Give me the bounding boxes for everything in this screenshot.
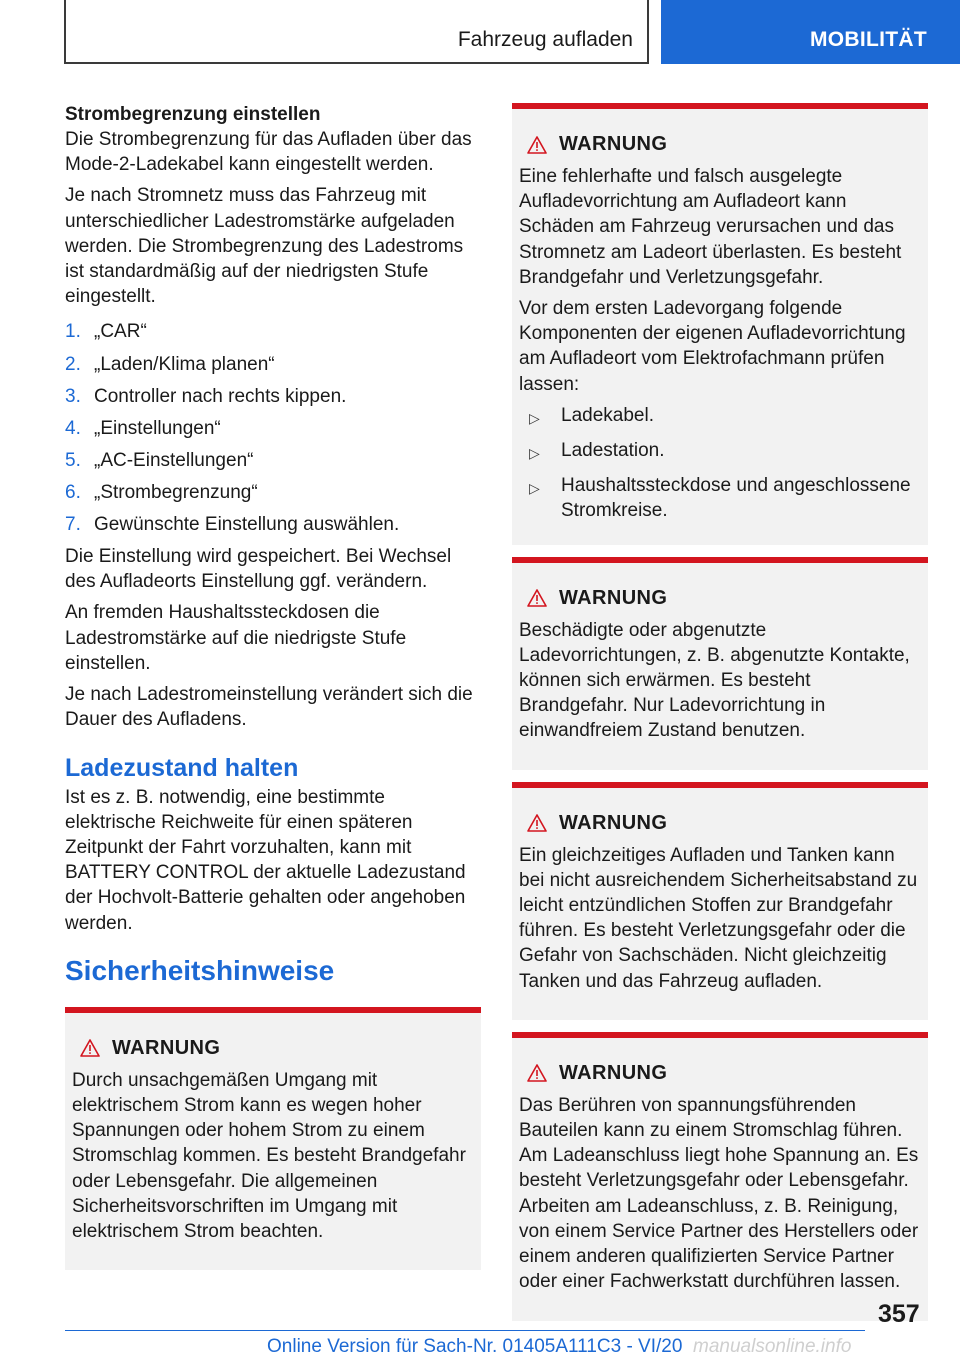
paragraph: An fremden Haushaltssteckdosen die Ladestromstärke auf die niedrigste Stufe einstellen. <box>65 602 407 674</box>
triangle-bullet-icon: ▷ <box>529 409 540 426</box>
step-number: 5. <box>65 449 81 471</box>
warning-box <box>512 103 928 545</box>
step-number: 7. <box>65 513 81 535</box>
warning-triangle-icon <box>519 134 559 156</box>
list-item <box>65 319 481 344</box>
left-column <box>65 102 481 1270</box>
list-item <box>519 473 921 523</box>
warning-box <box>512 782 928 1020</box>
step-text: „Laden/Klima planen“ <box>94 353 275 375</box>
triangle-bullet-icon: ▷ <box>529 445 540 462</box>
warning-header <box>519 1062 921 1085</box>
warning-triangle-icon <box>72 1037 112 1059</box>
watermark: manualsonline.info <box>693 1336 852 1357</box>
bullet-text: Haushaltssteckdose und angeschlossene Stromkreise. <box>561 475 911 522</box>
warning-text: Durch unsachgemäßen Umgang mit elektrischem Strom kann es wegen hoher Spannungen oder hohem Strom zu einem Stromschlag kommen. Es besteht Brandgefahr oder Lebensgefahr. Die allgemeinen Sicherheitsvorschriften im Umgang mit elektrischem Strom beachten. <box>72 1069 466 1242</box>
right-column <box>512 103 928 1321</box>
chapter-heading: Sicherheitshinweise <box>65 954 335 986</box>
paragraph: Ist es z. B. notwendig, eine bestimmte elektrische Reichweite für einen späteren Zeitpunkt der Fahrt vorzuhalten, kann mit BATTERY CONTROL der aktuelle Ladezustand der Hochvolt-Batterie gehalten oder angehoben werden. <box>65 786 466 934</box>
warning-text: Beschädigte oder abgenutzte Ladevorrichtungen, z. B. abgenutzte Kontakte, können sich erwärmen. Es besteht Brandgefahr. Nur Ladevorrichtung in einwandfreiem Zustand benutzen. <box>519 619 910 742</box>
paragraph: Je nach Ladestromeinstellung verändert sich die Dauer des Aufladens. <box>65 684 473 731</box>
bullet-text: Ladekabel. <box>561 404 654 426</box>
paragraph: Die Strombegrenzung für das Aufladen über das Mode-2-Ladekabel kann eingestellt werden. <box>65 129 472 176</box>
sub-heading: Strombegrenzung einstellen <box>65 104 321 125</box>
warning-title: WARNUNG <box>112 1036 221 1059</box>
warning-box <box>512 557 928 770</box>
warning-box <box>512 1032 928 1321</box>
step-text: „Einstellungen“ <box>94 417 221 439</box>
header-section-box <box>64 0 649 64</box>
warning-title: WARNUNG <box>559 586 668 609</box>
list-item <box>519 438 921 466</box>
warning-box <box>65 1007 481 1270</box>
step-text: Controller nach rechts kippen. <box>94 385 347 407</box>
list-item <box>65 384 481 409</box>
bullet-list <box>519 403 921 524</box>
section-heading: Ladezustand halten <box>65 753 299 782</box>
step-text: „AC-Einstellungen“ <box>94 449 254 471</box>
warning-header <box>72 1037 474 1060</box>
warning-triangle-icon <box>519 812 559 834</box>
bullet-text: Ladestation. <box>561 440 665 462</box>
warning-text: Ein gleichzeitiges Aufladen und Tanken kann bei nicht ausreichendem Sicherheitsabstand zu leicht entzündlichen Stoffen zur Brandgefahr führen. Es besteht Verletzungsgefahr oder die Gefahr von Sachschäden. Nicht gleichzeitig Tanken und das Fahrzeug aufladen. <box>519 844 918 992</box>
warning-header <box>519 587 921 610</box>
step-text: „Strombegrenzung“ <box>94 481 258 503</box>
paragraph: Je nach Stromnetz muss das Fahrzeug mit unterschiedlicher Ladestromstärke aufgeladen werden. Die Strombegrenzung des Ladestroms ist standardmäßig auf der niedrigsten Stufe eingestellt. <box>65 185 464 308</box>
paragraph: Die Einstellung wird gespeichert. Bei Wechsel des Aufladeorts Einstellung ggf. verändern. <box>65 546 452 593</box>
warning-text: Eine fehlerhafte und falsch ausgelegte Aufladevorrichtung am Aufladeort kann Schäden am Fahrzeug verursachen und das Stromnetz am Ladeort überlasten. Es besteht Brandgefahr und Verletzungsgefahr. <box>519 166 902 288</box>
step-number: 2. <box>65 353 81 375</box>
step-text: Gewünschte Einstellung auswählen. <box>94 513 400 535</box>
list-item <box>65 416 481 441</box>
list-item <box>65 480 481 505</box>
triangle-bullet-icon: ▷ <box>529 480 540 497</box>
warning-title: WARNUNG <box>559 811 668 834</box>
warning-text: Vor dem ersten Ladevorgang folgende Komponenten der eigenen Aufladevorrichtung am Aufladeort vom Elektrofachmann prüfen lassen: <box>519 298 906 395</box>
list-item <box>65 352 481 377</box>
footer-divider <box>65 1330 865 1331</box>
step-number: 6. <box>65 481 81 503</box>
section-title: Fahrzeug aufladen <box>457 28 633 51</box>
page-number: 357 <box>878 1300 920 1328</box>
chapter-tab-label: MOBILITÄT <box>809 28 927 51</box>
step-number: 4. <box>65 417 81 439</box>
chapter-tab <box>661 0 960 64</box>
online-version-note: Online Version für Sach-Nr. 01405A111C3 - VI/20 <box>267 1336 683 1357</box>
step-number: 1. <box>65 321 81 343</box>
warning-triangle-icon <box>519 587 559 609</box>
list-item <box>65 512 481 537</box>
warning-header <box>519 812 921 835</box>
warning-text: Das Berühren von spannungsführenden Bauteilen kann zu einem Stromschlag führen. Am Ladeanschluss liegt hohe Spannung an. Es besteht Verletzungsgefahr oder Lebensgefahr. Arbeiten am Ladeanschluss, z. B. Reinigung, von einem Service Partner des Herstellers oder einem anderen qualifizierten Service Partner oder einer Fachwerkstatt durchführen lassen. <box>519 1094 919 1293</box>
warning-header <box>519 133 921 156</box>
steps-list <box>65 319 481 537</box>
list-item <box>519 403 921 431</box>
list-item <box>65 448 481 473</box>
step-number: 3. <box>65 385 81 407</box>
step-text: „CAR“ <box>94 321 147 343</box>
warning-title: WARNUNG <box>559 1061 668 1084</box>
warning-title: WARNUNG <box>559 133 668 155</box>
warning-triangle-icon <box>519 1062 559 1084</box>
